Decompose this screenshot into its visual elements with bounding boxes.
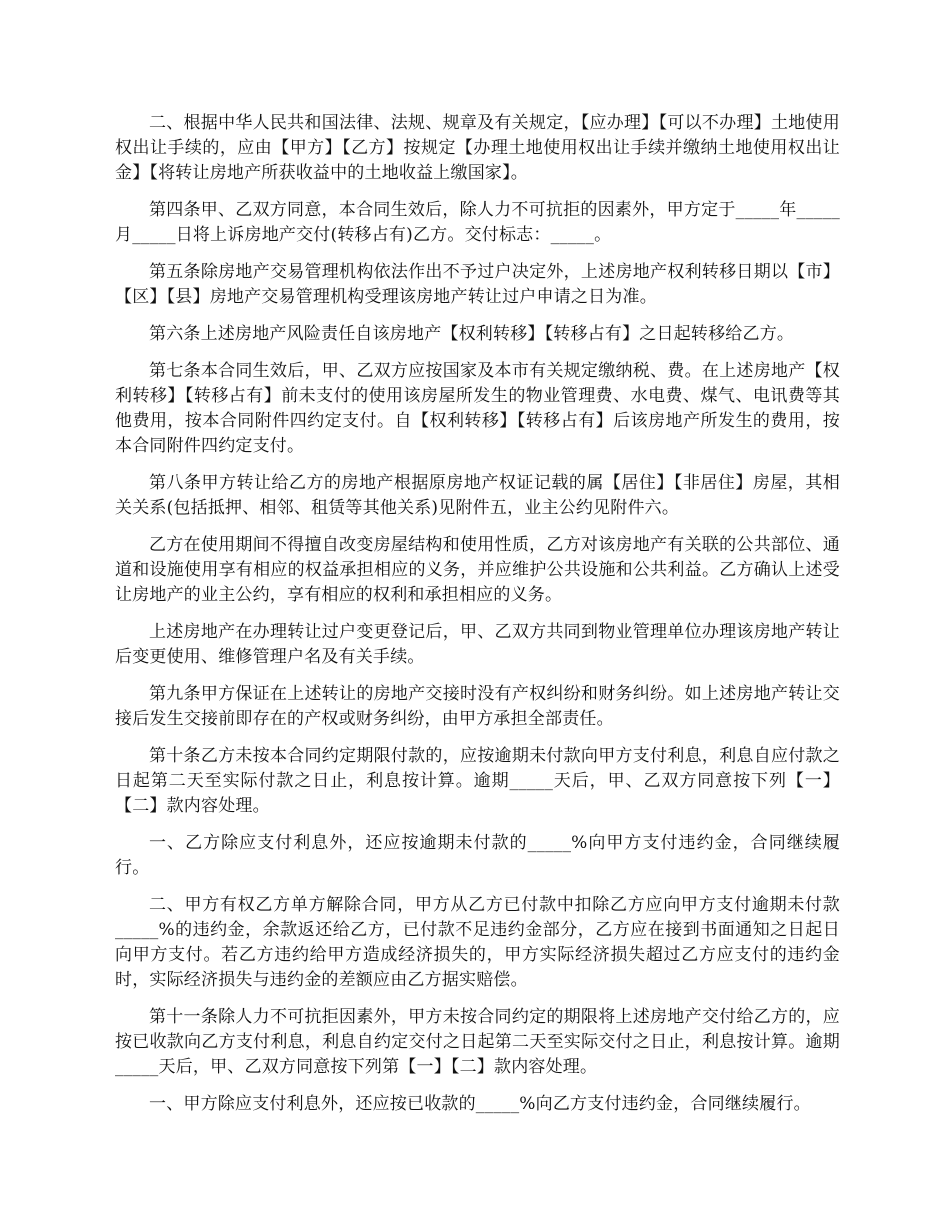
- document-body: [115, 111, 840, 1129]
- paragraph-article-10: 第十条乙方未按本合同约定期限付款的，应按逾期未付款向甲方支付利息，利息自应付款之日起第二天至实际付款之日止，利息按计算。逾期_____天后，甲、乙双方同意按下列【一】【二】款内容处理。: [115, 746, 840, 816]
- paragraph-article-7: 第七条本合同生效后，甲、乙双方应按国家及本市有关规定缴纳税、费。在上述房地产【权利转移】【转移占有】前未支付的使用该房屋所发生的物业管理费、水电费、煤气、电讯费等其他费用，按本合同附件四约定支付。自【权利转移】【转移占有】后该房地产所发生的费用，按本合同附件四约定支付。: [115, 361, 840, 456]
- paragraph-article-9: 第九条甲方保证在上述转让的房地产交接时没有产权纠纷和财务纠纷。如上述房地产转让交接后发生交接前即存在的产权或财务纠纷，由甲方承担全部责任。: [115, 684, 840, 729]
- paragraph-article-4: 第四条甲、乙双方同意，本合同生效后，除人力不可抗拒的因素外，甲方定于_____年_____月_____日将上诉房地产交付(转移占有)乙方。交付标志：_____。: [115, 200, 840, 245]
- paragraph-article-8: 第八条甲方转让给乙方的房地产根据原房地产权证记载的属【居住】【非居住】房屋，其相关关系(包括抵押、相邻、租赁等其他关系)见附件五，业主公约见附件六。: [115, 473, 840, 518]
- paragraph-article-10-option-1: 一、乙方除应支付利息外，还应按逾期未付款的_____%向甲方支付违约金，合同继续履行。: [115, 833, 840, 878]
- paragraph-article-11: 第十一条除人力不可抗拒因素外，甲方未按合同约定的期限将上述房地产交付给乙方的，应按已收款向乙方支付利息，利息自约定交付之日起第二天至实际交付之日止，利息按计算。逾期_____天后，甲、乙双方同意按下列第【一】【二】款内容处理。: [115, 1007, 840, 1077]
- paragraph-article-10-option-2: 二、甲方有权乙方单方解除合同，甲方从乙方已付款中扣除乙方应向甲方支付逾期未付款_____%的违约金，余款返还给乙方，已付款不足违约金部分，乙方应在接到书面通知之日起日向甲方支付。若乙方违约给甲方造成经济损失的，甲方实际经济损失超过乙方应支付的违约金时，实际经济损失与违约金的差额应由乙方据实赔偿。: [115, 895, 840, 990]
- paragraph-land-use-rights: 二、根据中华人民共和国法律、法规、规章及有关规定，【应办理】【可以不办理】土地使用权出让手续的，应由【甲方】【乙方】按规定【办理土地使用权出让手续并缴纳土地使用权出让金】【将转让房地产所获收益中的土地收益上缴国家】。: [115, 113, 840, 183]
- paragraph-article-6: 第六条上述房地产风险责任自该房地产【权利转移】【转移占有】之日起转移给乙方。: [149, 324, 795, 344]
- paragraph-property-management-transfer: 上述房地产在办理转让过户变更登记后，甲、乙双方共同到物业管理单位办理该房地产转让后变更使用、维修管理户名及有关手续。: [115, 622, 840, 667]
- paragraph-article-11-option-1: 一、甲方除应支付利息外，还应按已收款的_____%向乙方支付违约金，合同继续履行。: [149, 1094, 811, 1114]
- paragraph-article-5: 第五条除房地产交易管理机构依法作出不予过户决定外，上述房地产权利转移日期以【市】【区】【县】房地产交易管理机构受理该房地产转让过户申请之日为准。: [115, 262, 840, 307]
- paragraph-usage-obligations: 乙方在使用期间不得擅自改变房屋结构和使用性质，乙方对该房地产有关联的公共部位、通道和设施使用享有相应的权益承担相应的义务，并应维护公共设施和公共利益。乙方确认上述受让房地产的业主公约，享有相应的权利和承担相应的义务。: [115, 535, 840, 605]
